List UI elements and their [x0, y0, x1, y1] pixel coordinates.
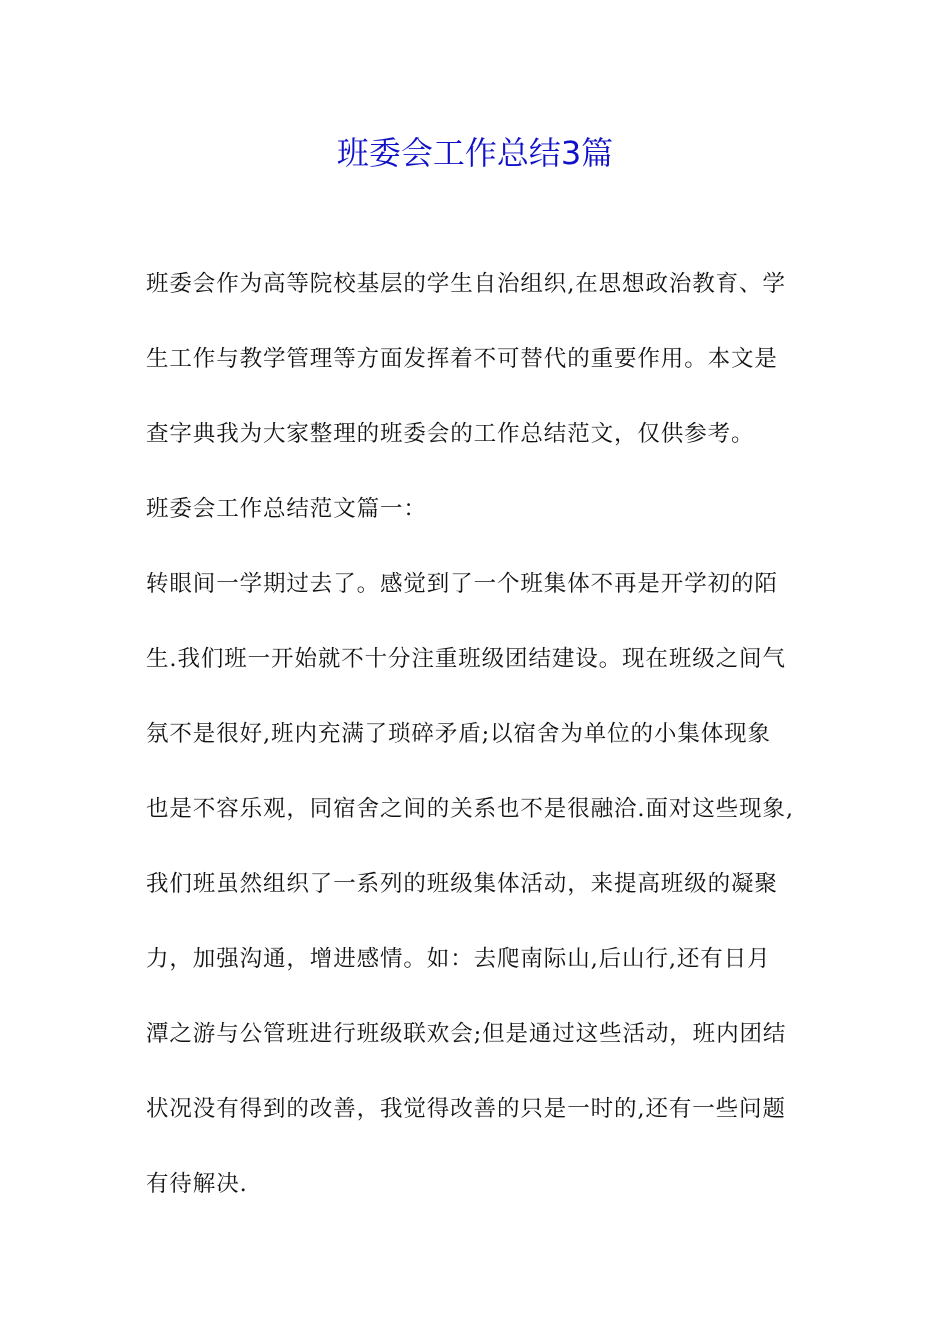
body-line-12: 状况没有得到的改善，我觉得改善的只是一时的,还有一些问题 [146, 1096, 786, 1122]
body-line-5: 转眼间一学期过去了。感觉到了一个班集体不再是开学初的陌 [146, 571, 778, 597]
body-line-13: 有待解决. [146, 1171, 248, 1197]
body-line-10: 力，加强沟通，增进感情。如：去爬南际山,后山行,还有日月 [146, 946, 771, 972]
body-line-9: 我们班虽然组织了一系列的班级集体活动，来提高班级的凝聚 [146, 871, 778, 897]
body-line-7: 氛不是很好,班内充满了琐碎矛盾;以宿舍为单位的小集体现象 [146, 721, 771, 747]
body-line-3: 查字典我为大家整理的班委会的工作总结范文，仅供参考。 [146, 421, 755, 447]
body-line-11: 潭之游与公管班进行班级联欢会;但是通过这些活动，班内团结 [146, 1021, 787, 1047]
body-line-6: 生.我们班一开始就不十分注重班级团结建设。现在班级之间气 [146, 646, 786, 672]
body-line-1: 班委会作为高等院校基层的学生自治组织,在思想政治教育、学 [146, 271, 786, 297]
document-title: 班委会工作总结3篇 [336, 134, 614, 172]
section-heading: 班委会工作总结范文篇一： [146, 496, 427, 522]
body-line-2: 生工作与教学管理等方面发挥着不可替代的重要作用。本文是 [146, 346, 778, 372]
body-line-8: 也是不容乐观，同宿舍之间的关系也不是很融洽.面对这些现象, [146, 796, 794, 822]
